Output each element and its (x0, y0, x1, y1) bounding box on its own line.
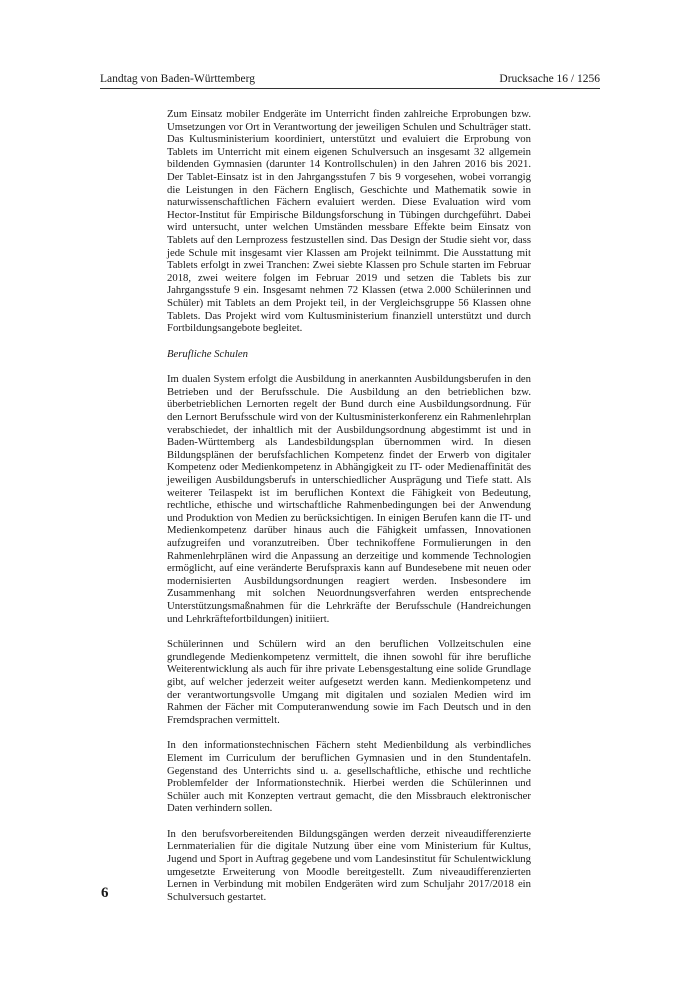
paragraph-berufsvorbereitung: In den berufsvorbereitenden Bildungsgängen werden derzeit niveaudifferenzierte Lernmaterialien für die digitale Nutzung über eine vom Ministerium für Kultus, Jugend und Sport in Auftrag gegebene und vom Landesinstitut für Schulentwicklung umgesetzte Erweiterung von Moodle bereitgestellt. Zum niveaudifferenzierten Lernen in Verbindung mit mobilen Endgeräten wird zum Schuljahr 2017/2018 ein Schulversuch gestartet. (167, 827, 531, 903)
paragraph-mobile-devices: Zum Einsatz mobiler Endgeräte im Unterricht finden zahlreiche Erprobungen bzw. Umsetzungen vor Ort in Verantwortung der jeweiligen Schulen und Schulträger statt. Das Kultusministerium koordiniert, unterstützt und evaluiert die Erprobung von Tablets im Unterricht mit einem eigenen Schulversuch an insgesamt 32 allgemein bildenden Gymnasien (darunter 14 Kontrollschulen) in den Jahren 2016 bis 2021. Der Tablet-Einsatz ist in den Jahrgangsstufen 7 bis 9 vorgesehen, wobei vorrangig die Leistungen in den Fächern Englisch, Geschichte und Mathematik sowie in naturwissenschaftlichen Fächern evaluiert werden. Diese Evaluation wird vom Hector-Institut für Empirische Bildungsforschung in Tübingen durchgeführt. Dabei wird untersucht, unter welchen Umständen messbare Effekte beim Einsatz von Tablets auf den Lernprozess festzustellen sind. Das Design der Studie sieht vor, dass jede Schule mit insgesamt vier Klassen am Projekt teilnimmt. Die Ausstattung mit Tablets erfolgt in zwei Tranchen: Zwei siebte Klassen pro Schule starten im Februar 2018, zwei weitere folgen im Februar 2019 und setzen die Tablets bis zur Jahrgangsstufe 9 ein. Insgesamt nehmen 72 Klassen (etwa 2.000 Schülerinnen und Schüler) mit Tablets an dem Projekt teil, in der Vergleichsgruppe 56 Klassen ohne Tablets. Das Projekt wird vom Kultusministerium finanziell unterstützt und durch Fortbildungsangebote begleitet. (167, 108, 531, 335)
header-document-number: Drucksache 16 / 1256 (499, 73, 600, 85)
paragraph-vollzeitschulen: Schülerinnen und Schülern wird an den beruflichen Vollzeitschulen eine grundlegende Medienkompetenz vermittelt, die ihnen sowohl für ihre berufliche Weiterentwicklung als auch für ihre private Lebensgestaltung eine solide Grundlage gibt, auf welcher jederzeit weiter aufgesetzt werden kann. Medienkompetenz und der verantwortungsvolle Umgang mit digitalen und sozialen Medien wird im Rahmen der Fächer mit Computeranwendung sowie im Fach Deutsch und in den Fremdsprachen vermittelt. (167, 638, 531, 726)
paragraph-dual-system: Im dualen System erfolgt die Ausbildung in anerkannten Ausbildungsberufen in den Betrieben und der Berufsschule. Die Ausbildung an den betrieblichen bzw. überbetrieblichen Lernorten regelt der Bund durch eine Ausbildungsordnung. Für den Lernort Berufsschule wird von der Kultusministerkonferenz ein Rahmenlehrplan verabschiedet, der inhaltlich mit der Ausbildungsordnung abgestimmt ist und in Baden-Württemberg als Landesbildungsplan übernommen wird. In diesen Bildungsplänen der berufsfachlichen Kompetenz findet der Erwerb von digitaler Kompetenz oder Medienkompetenz in Abhängigkeit zu IT- oder Medienaffinität des jeweiligen Ausbildungsberufs in unterschiedlicher Ausprägung und Tiefe statt. Als weiterer Teilaspekt ist im beruflichen Kontext die Fähigkeit von Bedeutung, rechtliche, ethische und wirtschaftliche Rahmenbedingungen bei der Anwendung und Produktion von Medien zu berücksichtigen. In einigen Berufen kann die IT- und Medienkompetenz darüber hinaus auch die Fähigkeit umfassen, Innovationen aufzugreifen und voranzutreiben. Über technikoffene Formulierungen in den Rahmenlehrplänen wird die Anpassung an derzeitige und kommende Technologien ermöglicht, auf eine veränderte Berufspraxis kann auf Bundesebene mit neuen oder modernisierten Ausbildungsordnungen reagiert werden. Insbesondere im Zusammenhang mit solchen Neuordnungsverfahren werden entsprechende Unterstützungsmaßnahmen für die Lehrkräfte der Berufsschule (Handreichungen und Lehrkräftefortbildungen) initiiert. (167, 373, 531, 625)
section-heading-berufliche-schulen: Berufliche Schulen (167, 347, 249, 360)
paragraph-informationstechnik: In den informationstechnischen Fächern steht Medienbildung als verbindliches Element im Curriculum der beruflichen Gymnasien und in den Stundentafeln. Gegenstand des Unterrichts sind u. a. gesellschaftliche, ethische und rechtliche Problemfelder der Informationstechnik. Hierbei werden die Schülerinnen und Schüler auch mit Konzepten vertraut gemacht, die den Missbrauch elektronischer Daten verhindern sollen. (167, 739, 531, 815)
page-header (100, 72, 600, 88)
header-institution: Landtag von Baden-Württemberg (100, 73, 255, 85)
header-divider (100, 88, 600, 89)
page-number: 6 (101, 885, 109, 901)
document-body (167, 108, 531, 916)
